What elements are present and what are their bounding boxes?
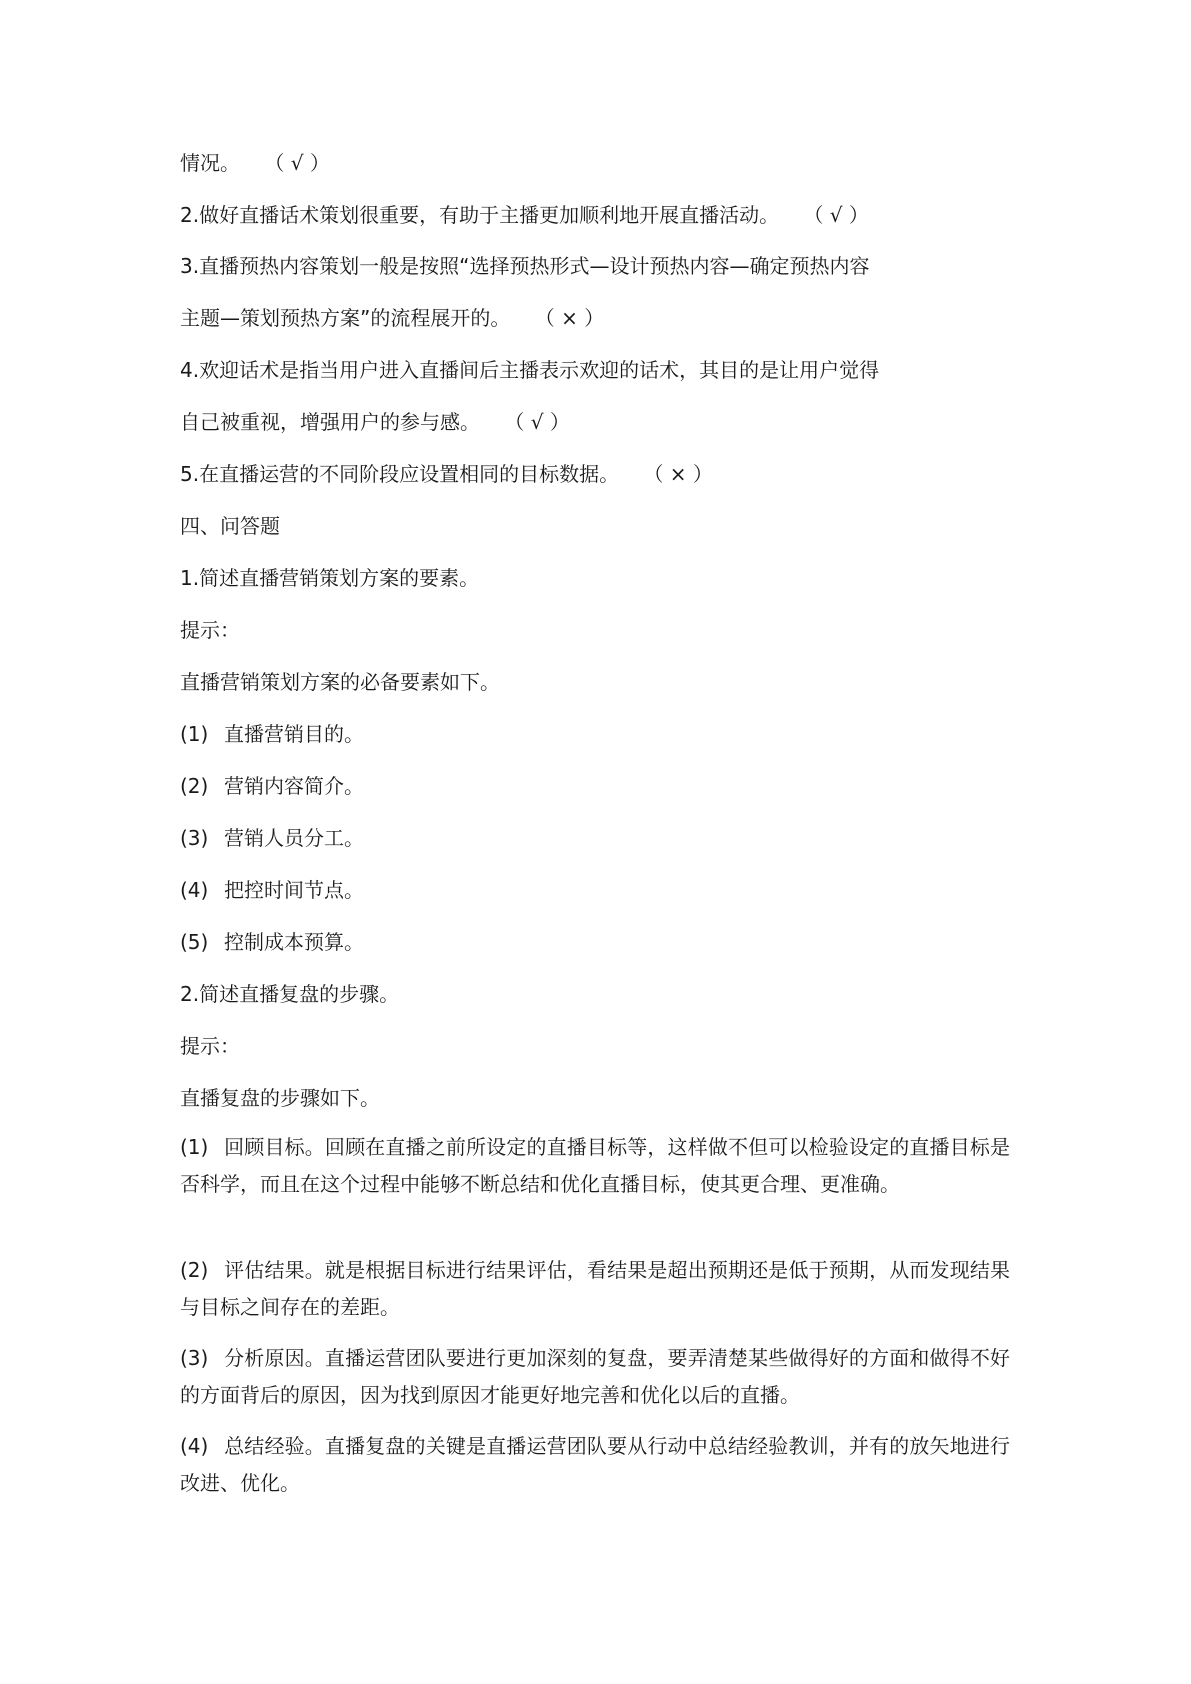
- answer-mark: （ √ ）: [504, 410, 570, 434]
- list-item-number: (3): [180, 826, 209, 850]
- question-1: 1.简述直播营销策划方案的要素。: [180, 566, 480, 590]
- question-2: 2.简述直播复盘的步骤。: [180, 982, 400, 1006]
- list-item-text: 把控时间节点。: [224, 878, 364, 902]
- list-item-text: 评估结果。就是根据目标进行结果评估，看结果是超出预期还是低于预期，从而发现结果与目标之间存在的差距。: [180, 1258, 1010, 1319]
- list-item-number: (4): [180, 1434, 209, 1458]
- question-1-intro: 直播营销策划方案的必备要素如下。: [180, 670, 500, 694]
- list-item: [180, 771, 1010, 801]
- list-item: [180, 719, 1010, 749]
- list-item-number: (2): [180, 1258, 209, 1282]
- answer-mark: （ × ）: [534, 306, 605, 330]
- list-item-text: 分析原因。直播运营团队要进行更加深刻的复盘，要弄清楚某些做得好的方面和做得不好的方面背后的原因，因为找到原因才能更好地完善和优化以后的直播。: [180, 1346, 1010, 1407]
- list-item-text: 营销人员分工。: [224, 826, 364, 850]
- answer-mark: （ × ）: [643, 462, 713, 486]
- truefalse-item-2: [180, 200, 1010, 230]
- list-item-number: (5): [180, 930, 209, 954]
- question-2-intro: 直播复盘的步骤如下。: [180, 1086, 380, 1110]
- answer-mark: （ √ ）: [264, 151, 330, 175]
- truefalse-item-3-line-1: 3.直播预热内容策划一般是按照“选择预热形式—设计预热内容—确定预热内容: [180, 254, 870, 278]
- list-item-number: (4): [180, 878, 209, 902]
- list-item-text: 控制成本预算。: [224, 930, 364, 954]
- list-item: [180, 875, 1010, 905]
- list-item: [180, 1428, 1010, 1502]
- list-item-number: (1): [180, 1135, 209, 1159]
- question-1-hint: 提示：: [180, 618, 240, 642]
- section-heading: 四、问答题: [180, 514, 280, 538]
- question-2-hint: 提示：: [180, 1034, 240, 1058]
- item-text: 5.在直播运营的不同阶段应设置相同的目标数据。: [180, 462, 620, 486]
- truefalse-item-5: [180, 459, 1010, 489]
- list-item: [180, 823, 1010, 853]
- truefalse-item-1-tail: [180, 148, 1010, 178]
- list-item: [180, 1129, 1010, 1203]
- truefalse-item-4-line-1: 4.欢迎话术是指当用户进入直播间后主播表示欢迎的话术，其目的是让用户觉得: [180, 358, 880, 382]
- answer-mark: （ √ ）: [803, 203, 869, 227]
- list-item: [180, 1252, 1010, 1326]
- item-text: 主题—策划预热方案”的流程展开的。: [180, 306, 511, 330]
- item-text: 自己被重视，增强用户的参与感。: [180, 410, 480, 434]
- list-item: [180, 927, 1010, 957]
- list-item-number: (2): [180, 774, 209, 798]
- truefalse-item-4-line-2: [180, 407, 1010, 437]
- list-item-text: 直播营销目的。: [224, 722, 364, 746]
- list-item-text: 回顾目标。回顾在直播之前所设定的直播目标等，这样做不但可以检验设定的直播目标是否科学，而且在这个过程中能够不断总结和优化直播目标，使其更合理、更准确。: [180, 1135, 1010, 1196]
- list-item: [180, 1340, 1010, 1414]
- list-item-text: 营销内容简介。: [224, 774, 364, 798]
- item-text: 2.做好直播话术策划很重要，有助于主播更加顺利地开展直播活动。: [180, 203, 780, 227]
- list-item-number: (1): [180, 722, 209, 746]
- item-text: 情况。: [180, 151, 240, 175]
- truefalse-item-3-line-2: [180, 303, 1010, 333]
- list-item-number: (3): [180, 1346, 209, 1370]
- list-item-text: 总结经验。直播复盘的关键是直播运营团队要从行动中总结经验教训，并有的放矢地进行改进、优化。: [180, 1434, 1010, 1495]
